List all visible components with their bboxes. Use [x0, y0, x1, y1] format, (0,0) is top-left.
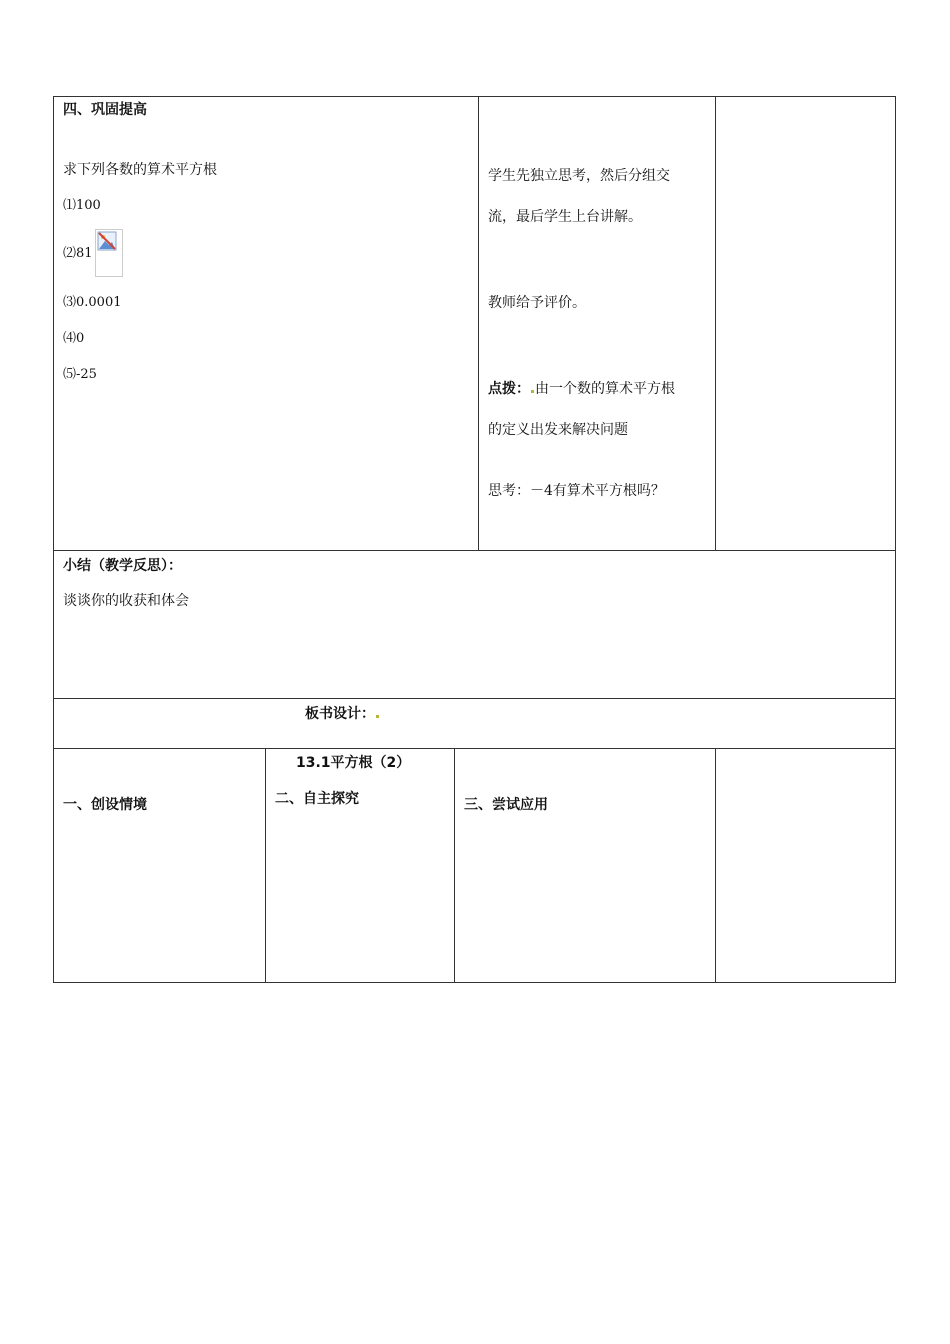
hint-line [488, 380, 675, 398]
divider [715, 96, 716, 551]
exercise-item: ⑶0.0001 [63, 295, 122, 310]
hint-text: 的定义出发来解决问题 [488, 422, 628, 438]
divider [53, 748, 896, 749]
exercise-item: ⑸-25 [63, 367, 97, 382]
summary-text: 谈谈你的收获和体会 [63, 593, 189, 609]
exercise-item: ⑴100 [63, 198, 101, 213]
dot-mark [376, 715, 379, 718]
divider [53, 550, 896, 551]
board-title: 13.1平方根（2） [296, 755, 411, 771]
divider [53, 698, 896, 699]
exercise-prompt: 求下列各数的算术平方根 [63, 162, 217, 178]
section-heading: 四、巩固提高 [63, 102, 147, 118]
activity-text: 教师给予评价。 [488, 295, 586, 311]
board-heading-label: 板书设计： [305, 706, 375, 722]
dot-mark [531, 390, 534, 393]
hint-label: 点拨： [488, 381, 530, 397]
divider [715, 748, 716, 983]
lesson-table [53, 96, 896, 983]
summary-heading: 小结（教学反思）： [63, 558, 182, 574]
divider [454, 748, 455, 983]
board-column-heading: 一、创设情境 [63, 797, 147, 813]
board-column-heading: 三、尝试应用 [464, 797, 548, 813]
divider [478, 96, 479, 551]
activity-text: 学生先独立思考，然后分组交 [488, 168, 670, 184]
board-column-heading: 二、自主探究 [275, 791, 359, 807]
divider [265, 748, 266, 983]
board-heading [305, 705, 380, 723]
broken-image-icon [95, 229, 123, 277]
exercise-item: ⑷0 [63, 331, 85, 346]
exercise-item: ⑵81 [63, 246, 93, 261]
hint-text: 由一个数的算术平方根 [535, 381, 675, 397]
think-question: 思考：－4有算术平方根吗？ [488, 483, 665, 499]
activity-text: 流，最后学生上台讲解。 [488, 209, 642, 225]
